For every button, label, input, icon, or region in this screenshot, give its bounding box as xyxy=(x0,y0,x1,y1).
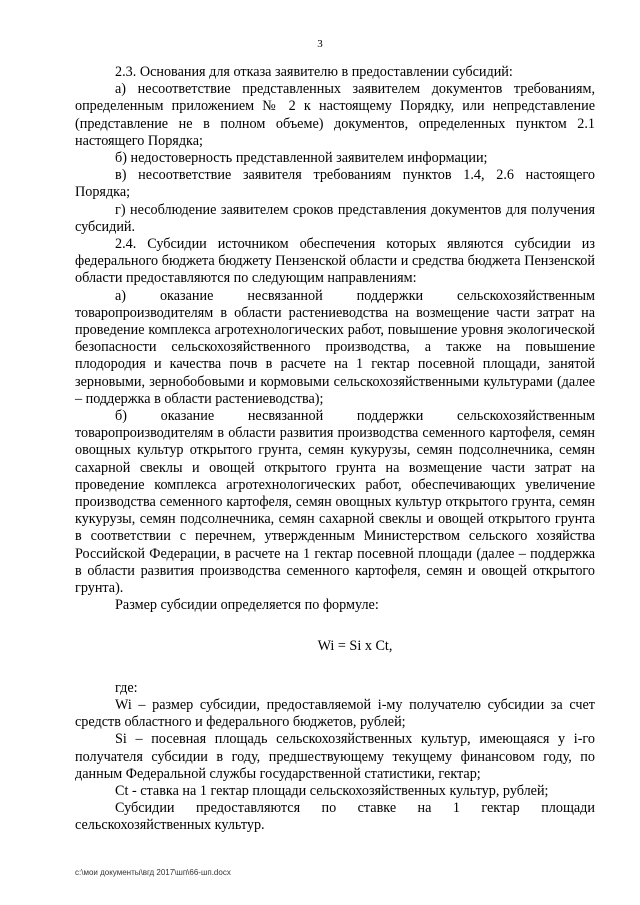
paragraph-2-3-b: б) недостоверность представленной заявителем информации; xyxy=(115,150,488,167)
paragraph-2-4-a: а) оказание несвязанной поддержки сельскохозяйственным товаропроизводителям в области растениеводства на возмещение части затрат на проведение комплекса агротехнологических работ, повышение уровня экологической безопасности сельскохозяйственного производства, а также на повышение плодородия и качества почв в расчете на 1 гектар посевной площади, занятой зерновыми, зернобобовыми и кормовыми сельскохозяйственными культурами (далее – поддержка в области растениеводства); xyxy=(75,287,595,407)
formula-intro: Размер субсидии определяется по формуле: xyxy=(115,597,379,614)
paragraph-2-3-g: г) несоблюдение заявителем сроков представления документов для получения субсидий. xyxy=(75,201,595,235)
footer-file-path: c:\мои документы\вгд 2017\шп\66-шп.docx xyxy=(75,868,231,877)
paragraph-2-4-heading: 2.4. Субсидии источником обеспечения которых являются субсидии из федерального бюджета бюджету Пензенской области и средства бюджета Пензенской области предоставляются по следующим направлениям: xyxy=(75,236,595,287)
formula-text: Wi = Si x Ct, xyxy=(317,637,393,654)
rate-statement: Субсидии предоставляются по ставке на 1 гектар площади сельскохозяйственных культур. xyxy=(75,800,595,834)
definition-si: Si – посевная площадь сельскохозяйственных культур, имеющаяся у i-го получателя субсидии в году, предшествующему текущему финансовом году, по данным Федеральной службы государственной статистики, гектар; xyxy=(75,731,595,782)
where-label: где: xyxy=(115,679,138,696)
page-number: 3 xyxy=(317,38,323,50)
definition-ct: Ct - ставка на 1 гектар площади сельскохозяйственных культур, рублей; xyxy=(115,782,549,799)
formula xyxy=(75,638,595,655)
paragraph-2-3-v: в) несоответствие заявителя требованиям пунктов 1.4, 2.6 настоящего Порядка; xyxy=(75,167,595,201)
paragraph-2-4-b: б) оказание несвязанной поддержки сельскохозяйственным товаропроизводителям в области развития производства семенного картофеля, семян овощных культур открытого грунта, семян кукурузы, семян подсолнечника, семян сахарной свеклы и овощей открытого грунта на возмещение части затрат на проведение комплекса агротехнологических работ, обеспечивающих увеличение производства семенного картофеля, семян овощных культур открытого грунта, семян кукурузы, семян подсолнечника, семян сахарной свеклы и овощей открытого грунта в соответствии с перечнем, утвержденным Министерством сельского хозяйства Российской Федерации, в расчете на 1 гектар посевной площади (далее – поддержка в области развития производства семенного картофеля, семян и овощей открытого грунта). xyxy=(75,408,595,597)
document-body xyxy=(75,64,595,835)
paragraph-2-3-a: а) несоответствие представленных заявителем документов требованиям, определенным приложением № 2 к настоящему Порядку, или непредставление (представление не в полном объеме) документов, определенных пунктом 2.1 настоящего Порядка; xyxy=(75,81,595,149)
definition-wi: Wi – размер субсидии, предоставляемой i-му получателю субсидии за счет средств областного и федерального бюджетов, рублей; xyxy=(75,696,595,731)
paragraph-2-3-heading: 2.3. Основания для отказа заявителю в предоставлении субсидий: xyxy=(115,64,513,80)
